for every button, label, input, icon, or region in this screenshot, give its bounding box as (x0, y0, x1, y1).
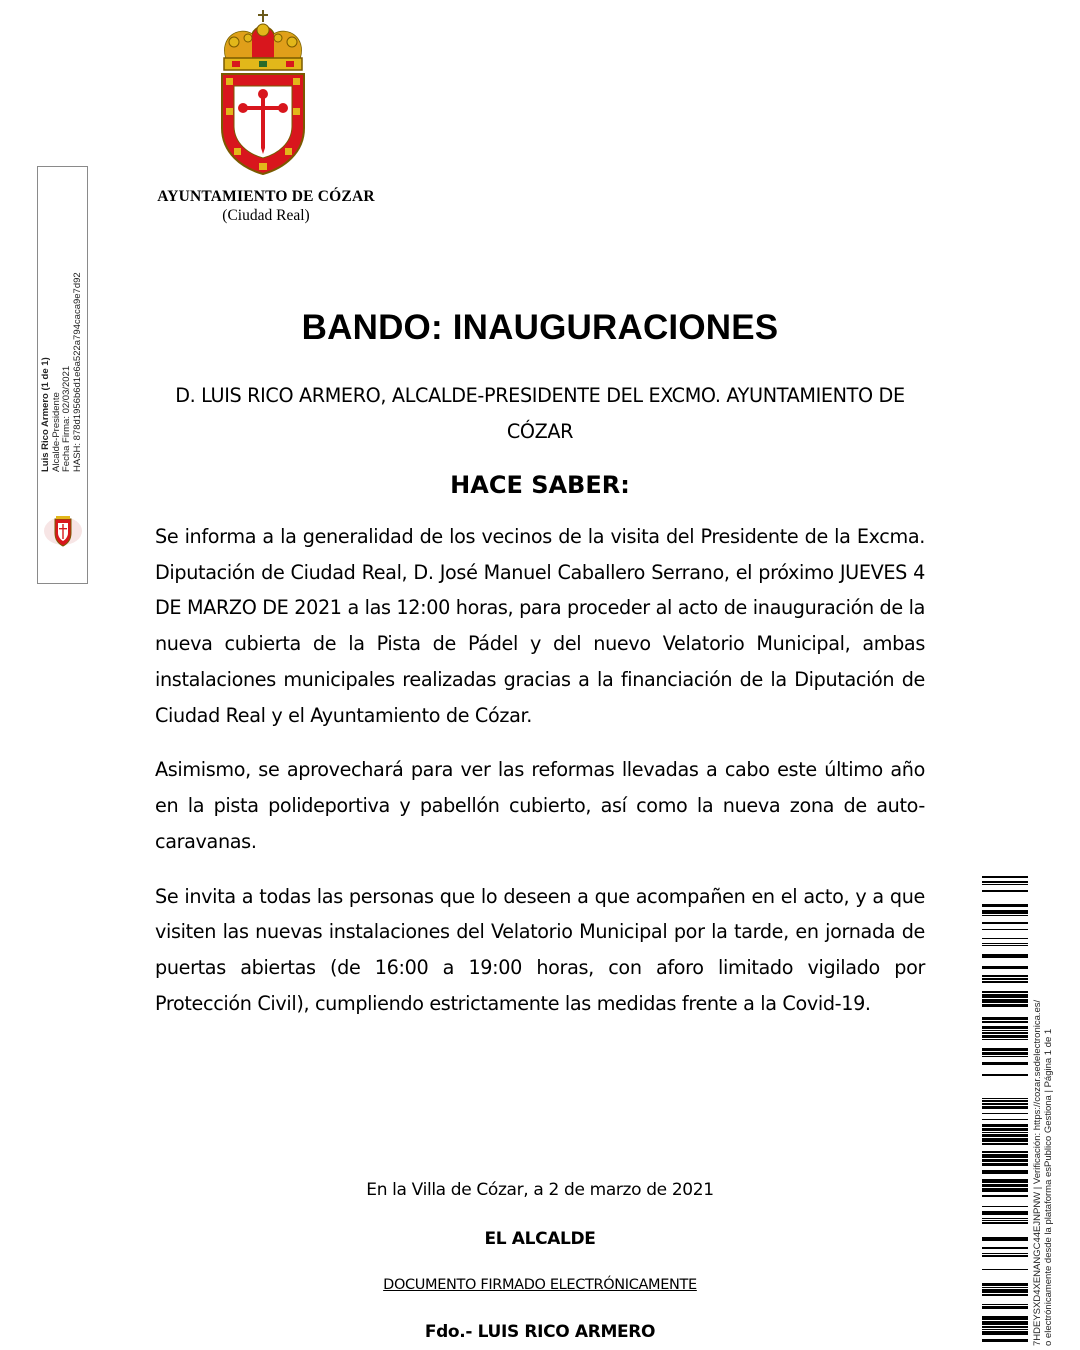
body-paragraph: Se informa a la generalidad de los vecinos de la visita del Presidente de la Excma. Diputación de Ciudad Real, D. José Manuel Caballero Serrano, el próximo JUEVES 4 DE MARZO DE 2021 a las 12:00 horas, para proceder al acto de inauguración de la nueva cubierta de la Pista de Pádel y del nuevo Velatorio Municipal, ambas instalaciones municipales realizadas gracias a la financiación de la Diputación de Ciudad Real y el Ayuntamiento de Cózar. (155, 525, 925, 727)
stamp-hash: HASH: 878d1956b6d1e6a522a794caca9e7d92 (71, 272, 83, 472)
seal-icon (43, 513, 83, 549)
signature-stamp-text (41, 272, 83, 472)
stamp-date: Fecha Firma: 02/03/2021 (61, 365, 72, 472)
signature-stamp (37, 166, 88, 584)
announcement-heading: HACE SABER: (450, 471, 630, 499)
verification-line-2: o electrónicamente desde la plataforma esPublico Gestiona | Página 1 de 1 (1042, 1028, 1054, 1346)
place-date: En la Villa de Cózar, a 2 de marzo de 2021 (366, 1180, 714, 1200)
document-issuer: D. LUIS RICO ARMERO, ALCALDE-PRESIDENTE DEL EXCMO. AYUNTAMIENTO DE CÓZAR (175, 384, 905, 443)
document-body (155, 300, 925, 1041)
signer-name: Fdo.- LUIS RICO ARMERO (424, 1322, 656, 1342)
municipality-name: AYUNTAMIENTO DE CÓZAR (157, 188, 375, 205)
stamp-role: Alcalde-Presidente (50, 392, 62, 472)
coat-of-arms-icon (212, 8, 314, 178)
municipality-province: (Ciudad Real) (222, 207, 310, 224)
body-paragraph: Se invita a todas las personas que lo deseen a que acompañen en el acto, y a que visiten las nuevas instalaciones del Velatorio Municipal por la tarde, en jornada de puertas abiertas (de 16:00 a 19:00 horas, con aforo limitado vigilado por Protección Civil), cumpliendo estrictamente las medidas frente a la Covid-19. (155, 884, 925, 1015)
document-title: BANDO: INAUGURACIONES (301, 308, 779, 347)
stamp-signer: Luis Rico Armero (1 de 1) (40, 357, 51, 472)
esign-note: DOCUMENTO FIRMADO ELECTRÓNICAMENTE (383, 1277, 697, 1293)
verification-text (1033, 1000, 1054, 1346)
body-paragraph: Asimismo, se aprovechará para ver las reformas llevadas a cabo este último año en la pista polideportiva y pabellón cubierto, así como la nueva zona de auto-caravanas. (155, 758, 925, 853)
verification-line-1: 7HDEYSXD4XENANGC44EJNPNW | Verificación: https://cozar.sedelectronica.es/ (1032, 999, 1043, 1346)
barcode-icon (982, 876, 1028, 1342)
signer-role: EL ALCALDE (484, 1229, 596, 1249)
